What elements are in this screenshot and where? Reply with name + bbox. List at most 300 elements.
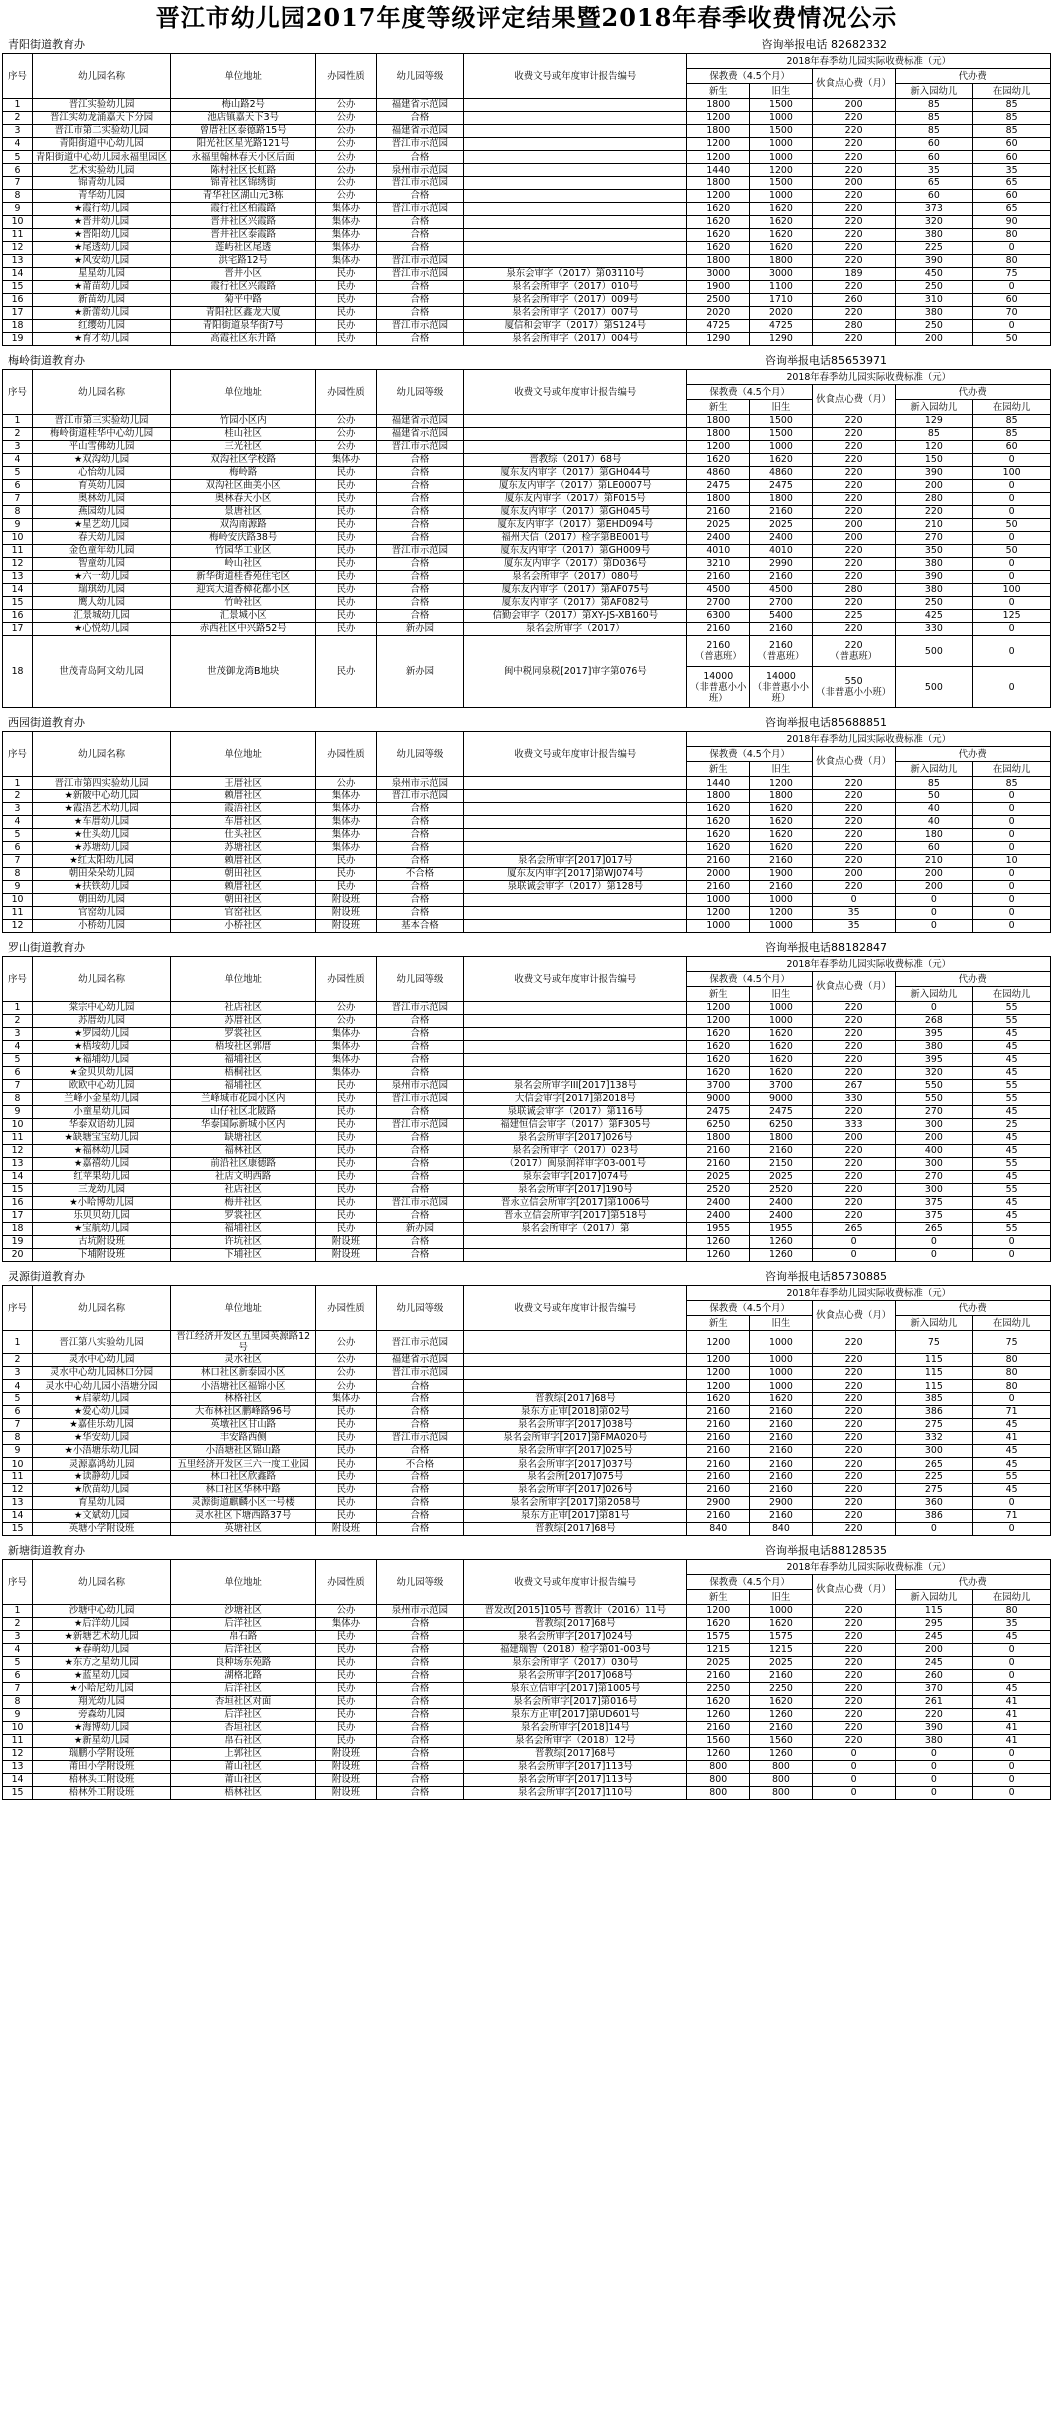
grade: 新办园	[376, 623, 464, 636]
address: 池店镇嘉天下3号	[170, 112, 315, 125]
grade: 合格	[376, 597, 464, 610]
ownership: 附设班	[316, 1761, 376, 1774]
district-section	[2, 36, 1051, 352]
grade: 晋江市示范园	[376, 790, 464, 803]
row-number: 12	[3, 242, 33, 255]
ownership: 附设班	[316, 1774, 376, 1787]
fee-document: 泉名会所审字（2017）023号	[464, 1145, 687, 1158]
ownership: 公办	[316, 138, 376, 151]
column-header: 保教费（4.5个月）	[687, 1301, 812, 1316]
grade: 合格	[376, 1393, 464, 1406]
address: 岭山社区	[170, 558, 315, 571]
fee-document: 厦东友内审字（2017）第GH044号	[464, 467, 687, 480]
address: 后洋社区	[170, 1644, 315, 1657]
table-row	[3, 1093, 1051, 1106]
fee-document: 泉名会所审字[2018]14号	[464, 1722, 687, 1735]
column-header: 幼儿园等级	[376, 1286, 464, 1331]
fee-document: 泉名会所审字[2017]026号	[464, 1132, 687, 1145]
kindergarten-name: ★蓝星幼儿园	[33, 1670, 171, 1683]
grade: 合格	[376, 281, 464, 294]
grade: 基本合格	[376, 920, 464, 933]
table-row	[3, 610, 1051, 623]
row-number: 16	[3, 294, 33, 307]
kindergarten-name: 晋江市第三实验幼儿园	[33, 415, 171, 428]
agent-fee-current: 0	[973, 597, 1051, 610]
care-fee-new: 1620	[687, 829, 750, 842]
ownership: 公办	[316, 99, 376, 112]
kindergarten-name: 灵水中心幼儿园林口分园	[33, 1367, 171, 1380]
meal-fee: 220	[812, 1028, 895, 1041]
kindergarten-name: ★爱心幼儿园	[33, 1406, 171, 1419]
agent-fee-new: 270	[895, 532, 973, 545]
agent-fee-new: 115	[895, 1605, 973, 1618]
column-header: 2018年春季幼儿园实际收费标准（元）	[687, 1560, 1051, 1575]
care-fee-old: 1800	[750, 493, 813, 506]
care-fee-new: 2160	[687, 1432, 750, 1445]
care-fee-old: 1710	[750, 294, 813, 307]
address: 汇景城小区	[170, 610, 315, 623]
column-header: 办园性质	[316, 1560, 376, 1605]
fee-document: 厦东友内审字（2017）第AF075号	[464, 584, 687, 597]
fee-document: 泉名会所审字[2017]025号	[464, 1445, 687, 1458]
grade: 晋江市示范园	[376, 203, 464, 216]
column-header: 收费文号或年度审计报告编号	[464, 370, 687, 415]
fee-document: 泉东会审字（2017）第03110号	[464, 268, 687, 281]
care-fee-old: 1215	[750, 1644, 813, 1657]
fee-document: 泉名会所审字[2017]第016号	[464, 1696, 687, 1709]
grade: 合格	[376, 1249, 464, 1262]
agent-fee-new: 500	[895, 636, 973, 667]
care-fee-new: 1620	[687, 454, 750, 467]
grade: 合格	[376, 803, 464, 816]
kindergarten-name: 青华幼儿园	[33, 190, 171, 203]
address: 灵源街道麒麟小区一号楼	[170, 1497, 315, 1510]
kindergarten-name: ★新塘艺术幼儿园	[33, 1631, 171, 1644]
care-fee-new: 2160	[687, 1406, 750, 1419]
kindergarten-name: 瑞鹏小学附设班	[33, 1748, 171, 1761]
care-fee-new: 1200	[687, 1331, 750, 1354]
agent-fee-current: 45	[973, 1041, 1051, 1054]
care-fee-old: 1000	[750, 1002, 813, 1015]
kindergarten-name: 莆田小学附设班	[33, 1761, 171, 1774]
meal-fee: 220	[812, 1197, 895, 1210]
kindergarten-name: ★红太阳幼儿园	[33, 855, 171, 868]
agent-fee-new: 380	[895, 584, 973, 597]
agent-fee-new: 395	[895, 1054, 973, 1067]
fee-document	[464, 203, 687, 216]
care-fee-new: 1440	[687, 777, 750, 790]
care-fee-old: 1000	[750, 151, 813, 164]
care-fee-new: 1260	[687, 1249, 750, 1262]
ownership: 公办	[316, 1380, 376, 1393]
address: 罗裳社区	[170, 1028, 315, 1041]
meal-fee: 200	[812, 519, 895, 532]
care-fee-new: 2000	[687, 868, 750, 881]
address: 灵水社区	[170, 1354, 315, 1367]
care-fee-new: 2400	[687, 1210, 750, 1223]
table-row	[3, 829, 1051, 842]
kindergarten-name: 晋江市第四实验幼儿园	[33, 777, 171, 790]
care-fee-new: 2160	[687, 1471, 750, 1484]
care-fee-old: 1260	[750, 1748, 813, 1761]
table-row	[3, 428, 1051, 441]
meal-fee: 220	[812, 1445, 895, 1458]
table-row	[3, 1497, 1051, 1510]
row-number: 12	[3, 1484, 33, 1497]
care-fee-old: 9000	[750, 1093, 813, 1106]
ownership: 民办	[316, 320, 376, 333]
care-fee-new: 1215	[687, 1644, 750, 1657]
care-fee-new: 2160	[687, 1158, 750, 1171]
grade: 合格	[376, 1510, 464, 1523]
agent-fee-current: 60	[973, 151, 1051, 164]
row-number: 2	[3, 1618, 33, 1631]
ownership: 民办	[316, 1709, 376, 1722]
care-fee-new: 2160	[687, 881, 750, 894]
agent-fee-current: 71	[973, 1406, 1051, 1419]
care-fee-new: 2500	[687, 294, 750, 307]
column-header: 伙食点心费（月）	[812, 1575, 895, 1605]
column-header: 新生	[687, 1316, 750, 1331]
fee-document	[464, 1236, 687, 1249]
row-number: 9	[3, 1709, 33, 1722]
kindergarten-name: ★育才幼儿园	[33, 333, 171, 346]
agent-fee-current: 55	[973, 1184, 1051, 1197]
row-number: 7	[3, 1419, 33, 1432]
kindergarten-name: 华泰双语幼儿园	[33, 1119, 171, 1132]
agent-fee-current: 0	[973, 868, 1051, 881]
row-number: 7	[3, 1080, 33, 1093]
care-fee-new: 1200	[687, 151, 750, 164]
care-fee-new: 1200	[687, 1605, 750, 1618]
care-fee-new: 2160	[687, 1510, 750, 1523]
row-number: 6	[3, 164, 33, 177]
row-number: 15	[3, 1523, 33, 1536]
address: 竹园小区内	[170, 415, 315, 428]
fee-document: 泉名会所[2017]075号	[464, 1471, 687, 1484]
address: 晋井小区	[170, 268, 315, 281]
kindergarten-name: ★心悦幼儿园	[33, 623, 171, 636]
row-number: 8	[3, 1093, 33, 1106]
grade: 合格	[376, 1210, 464, 1223]
care-fee-new: 1800	[687, 177, 750, 190]
ownership: 民办	[316, 545, 376, 558]
care-fee-old: 2700	[750, 597, 813, 610]
column-header: 序号	[3, 1286, 33, 1331]
table-row	[3, 1523, 1051, 1536]
agent-fee-current: 65	[973, 177, 1051, 190]
agent-fee-current: 0	[973, 1523, 1051, 1536]
meal-fee: 200	[812, 177, 895, 190]
care-fee-old: 2400	[750, 532, 813, 545]
meal-fee: 265	[812, 1223, 895, 1236]
kindergarten-name: ★金贝贝幼儿园	[33, 1067, 171, 1080]
care-fee-old: 1800	[750, 790, 813, 803]
column-header: 新生	[687, 762, 750, 777]
address: 奥林春天小区	[170, 493, 315, 506]
row-number: 3	[3, 125, 33, 138]
column-header: 收费文号或年度审计报告编号	[464, 54, 687, 99]
address: 竹岭社区	[170, 597, 315, 610]
table-row	[3, 777, 1051, 790]
care-fee-old: 2160	[750, 1406, 813, 1419]
row-number: 1	[3, 1002, 33, 1015]
row-number: 12	[3, 558, 33, 571]
kindergarten-name: 红缨幼儿园	[33, 320, 171, 333]
row-number: 8	[3, 506, 33, 519]
table-row	[3, 842, 1051, 855]
kindergarten-name: 兰峰小金星幼儿园	[33, 1093, 171, 1106]
meal-fee: 220	[812, 1380, 895, 1393]
agent-fee-new: 265	[895, 1223, 973, 1236]
fee-document	[464, 1041, 687, 1054]
fee-document: 福建恒信会审字（2017）第F305号	[464, 1119, 687, 1132]
row-number: 2	[3, 1354, 33, 1367]
row-number: 9	[3, 519, 33, 532]
agent-fee-new: 65	[895, 177, 973, 190]
care-fee-new: 1200	[687, 1380, 750, 1393]
column-header: 收费文号或年度审计报告编号	[464, 1560, 687, 1605]
table-row	[3, 506, 1051, 519]
ownership: 民办	[316, 1631, 376, 1644]
row-number: 14	[3, 1510, 33, 1523]
address: 福埔社区	[170, 1080, 315, 1093]
agent-fee-new: 390	[895, 255, 973, 268]
row-number: 6	[3, 1670, 33, 1683]
agent-fee-new: 386	[895, 1510, 973, 1523]
care-fee-new: 1620	[687, 1393, 750, 1406]
agent-fee-new: 450	[895, 268, 973, 281]
section-header	[2, 1542, 1051, 1559]
agent-fee-new: 210	[895, 519, 973, 532]
care-fee-old: 1620	[750, 842, 813, 855]
agent-fee-new: 373	[895, 203, 973, 216]
grade: 合格	[376, 1644, 464, 1657]
care-fee-old: 2160	[750, 506, 813, 519]
care-fee-new: 2020	[687, 307, 750, 320]
column-header: 旧生	[750, 400, 813, 415]
column-header: 新生	[687, 84, 750, 99]
agent-fee-current: 0	[973, 1761, 1051, 1774]
fee-document	[464, 894, 687, 907]
grade: 合格	[376, 216, 464, 229]
table-row	[3, 532, 1051, 545]
agent-fee-new: 375	[895, 1197, 973, 1210]
care-fee-new: 6300	[687, 610, 750, 623]
care-fee-old: 2160	[750, 855, 813, 868]
fee-document: 泉联诚会审字（2017）第128号	[464, 881, 687, 894]
grade: 晋江市示范园	[376, 1197, 464, 1210]
care-fee-old: 1620	[750, 1028, 813, 1041]
fee-document: 泉名会所审字（2017）007号	[464, 307, 687, 320]
row-number: 9	[3, 203, 33, 216]
fee-document: 大信会审字[2017]第2018号	[464, 1093, 687, 1106]
address: 朝田社区	[170, 868, 315, 881]
table-row	[3, 1210, 1051, 1223]
section-header	[2, 714, 1051, 731]
row-number: 11	[3, 545, 33, 558]
grade: 合格	[376, 1419, 464, 1432]
meal-fee: 220	[812, 558, 895, 571]
column-header: 收费文号或年度审计报告编号	[464, 957, 687, 1002]
care-fee-old: 2160	[750, 1432, 813, 1445]
row-number: 4	[3, 454, 33, 467]
care-fee-new: 1800	[687, 1132, 750, 1145]
grade: 福建省示范园	[376, 1354, 464, 1367]
fee-document: 泉名会所审字[2017]190号	[464, 1184, 687, 1197]
fee-document	[464, 216, 687, 229]
column-header: 序号	[3, 54, 33, 99]
table-row	[3, 790, 1051, 803]
meal-fee: 0	[812, 1787, 895, 1800]
row-number: 11	[3, 1471, 33, 1484]
fee-document: 泉名会所审字[2017]第2058号	[464, 1497, 687, 1510]
row-number: 7	[3, 855, 33, 868]
agent-fee-new: 245	[895, 1657, 973, 1670]
meal-fee: 220	[812, 125, 895, 138]
agent-fee-new: 400	[895, 1145, 973, 1158]
row-number: 11	[3, 229, 33, 242]
kindergarten-name: 星星幼儿园	[33, 268, 171, 281]
agent-fee-new: 295	[895, 1618, 973, 1631]
agent-fee-new: 380	[895, 1735, 973, 1748]
table-row	[3, 558, 1051, 571]
meal-fee: 220	[812, 229, 895, 242]
agent-fee-new: 200	[895, 480, 973, 493]
grade: 合格	[376, 584, 464, 597]
row-number: 8	[3, 190, 33, 203]
row-number: 5	[3, 1657, 33, 1670]
address: 灵水社区下塘西路37号	[170, 1510, 315, 1523]
care-fee-old: 1000	[750, 1015, 813, 1028]
kindergarten-name: ★嘉禧幼儿园	[33, 1158, 171, 1171]
meal-fee: 0	[812, 894, 895, 907]
grade: 合格	[376, 519, 464, 532]
grade: 合格	[376, 894, 464, 907]
table-row	[3, 1367, 1051, 1380]
kindergarten-name: 梅岭街道桂华中心幼儿园	[33, 428, 171, 441]
care-fee-new: 2025	[687, 519, 750, 532]
row-number: 16	[3, 610, 33, 623]
care-fee-new: 800	[687, 1774, 750, 1787]
grade: 新办园	[376, 636, 464, 708]
care-fee-new: 2160	[687, 855, 750, 868]
care-fee-new: 1620	[687, 1618, 750, 1631]
grade: 合格	[376, 493, 464, 506]
hotline-text: 咨询举报电话85653971	[765, 354, 887, 367]
grade: 福建省示范园	[376, 125, 464, 138]
kindergarten-name: 金色童年幼儿园	[33, 545, 171, 558]
address: 苏塘社区	[170, 842, 315, 855]
kindergarten-name: ★缺塘宝宝幼儿园	[33, 1132, 171, 1145]
grade: 合格	[376, 532, 464, 545]
care-fee-old: 1620	[750, 203, 813, 216]
grade: 泉州市示范园	[376, 1605, 464, 1618]
care-fee-old: 2160	[750, 1722, 813, 1735]
meal-fee: 220	[812, 467, 895, 480]
kindergarten-name: ★华安幼儿园	[33, 1432, 171, 1445]
table-row	[3, 294, 1051, 307]
column-header: 办园性质	[316, 732, 376, 777]
fee-document: 泉东方正审[2018]第02号	[464, 1406, 687, 1419]
row-number: 13	[3, 255, 33, 268]
agent-fee-new: 200	[895, 868, 973, 881]
meal-fee: 220	[812, 623, 895, 636]
care-fee-new: 1800	[687, 255, 750, 268]
fee-document: 泉名会所审字（2017）	[464, 623, 687, 636]
agent-fee-new: 390	[895, 571, 973, 584]
row-number: 9	[3, 1445, 33, 1458]
column-header: 新入园幼儿	[895, 1590, 973, 1605]
table-row	[3, 803, 1051, 816]
fee-document	[464, 112, 687, 125]
kindergarten-name: ★晋阳幼儿园	[33, 229, 171, 242]
address: 桂山社区	[170, 428, 315, 441]
kindergarten-name: ★罗园幼儿园	[33, 1028, 171, 1041]
fee-document	[464, 164, 687, 177]
kindergarten-name: ★新蕾幼儿园	[33, 307, 171, 320]
care-fee-old: 1500	[750, 415, 813, 428]
table-row	[3, 1631, 1051, 1644]
kindergarten-name: 翔光幼儿园	[33, 1696, 171, 1709]
fee-document: 泉名会所审字（2017）010号	[464, 281, 687, 294]
care-fee-new: 1800	[687, 428, 750, 441]
table-row	[3, 1054, 1051, 1067]
care-fee-new: 2475	[687, 480, 750, 493]
care-fee-new: 2160	[687, 571, 750, 584]
ownership: 民办	[316, 881, 376, 894]
meal-fee: 200	[812, 1132, 895, 1145]
kindergarten-name: 旁森幼儿园	[33, 1709, 171, 1722]
ownership: 民办	[316, 1145, 376, 1158]
kindergarten-name: 沙塘中心幼儿园	[33, 1605, 171, 1618]
agent-fee-new: 60	[895, 842, 973, 855]
column-header: 新入园幼儿	[895, 762, 973, 777]
agent-fee-current: 85	[973, 99, 1051, 112]
kindergarten-name: ★启蒙幼儿园	[33, 1393, 171, 1406]
agent-fee-current: 45	[973, 1631, 1051, 1644]
kindergarten-name: 小童星幼儿园	[33, 1106, 171, 1119]
care-fee-old: 1260	[750, 1236, 813, 1249]
care-fee-old: 2900	[750, 1497, 813, 1510]
grade: 合格	[376, 151, 464, 164]
ownership: 民办	[316, 584, 376, 597]
agent-fee-current: 41	[973, 1735, 1051, 1748]
fee-document	[464, 1354, 687, 1367]
ownership: 集体办	[316, 454, 376, 467]
agent-fee-new: 270	[895, 1106, 973, 1119]
table-row	[3, 281, 1051, 294]
grade: 合格	[376, 1236, 464, 1249]
address: 双沟社区学校路	[170, 454, 315, 467]
agent-fee-current: 0	[973, 506, 1051, 519]
fee-document: 泉名会所审字[2017]017号	[464, 855, 687, 868]
column-header: 旧生	[750, 1590, 813, 1605]
fee-table	[2, 1559, 1051, 1800]
care-fee-new: 1620	[687, 203, 750, 216]
agent-fee-current: 50	[973, 333, 1051, 346]
meal-fee: 220	[812, 1184, 895, 1197]
care-fee-new: 1200	[687, 1002, 750, 1015]
row-number: 14	[3, 1774, 33, 1787]
agent-fee-current: 45	[973, 1054, 1051, 1067]
grade: 合格	[376, 1709, 464, 1722]
agent-fee-new: 225	[895, 1471, 973, 1484]
meal-fee: 220	[812, 1054, 895, 1067]
agent-fee-current: 0	[973, 881, 1051, 894]
care-fee-old: 4860	[750, 467, 813, 480]
agent-fee-current: 0	[973, 1748, 1051, 1761]
